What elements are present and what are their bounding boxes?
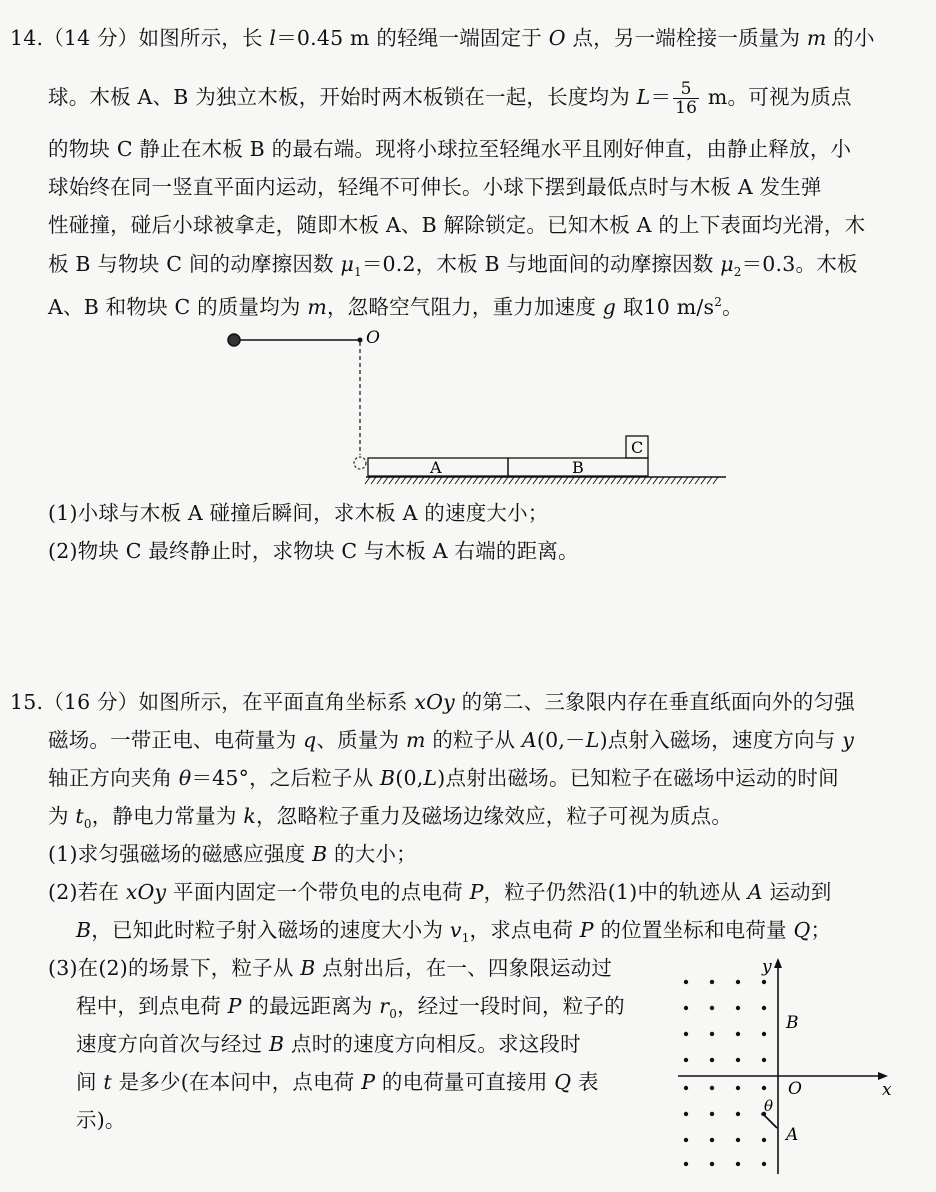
hatch-stroke: [497, 477, 502, 484]
hatch-stroke: [533, 477, 538, 484]
point-b-label: B: [786, 1013, 799, 1033]
hatch-stroke: [455, 477, 460, 484]
q14-line-2: 球。木板 A、B 为独立木板，开始时两木板锁在一起，长度均为 L＝ $\frac{5}{16}$ m。可视为质点: [48, 79, 852, 118]
hatch-stroke: [581, 477, 586, 484]
hatch-stroke: [671, 477, 676, 484]
hatch-stroke: [389, 477, 394, 484]
hatch-stroke: [503, 477, 508, 484]
q15-part-2-line-2: B，已知此时粒子射入磁场的速度大小为 $v_1$，求点电荷 P 的位置坐标和电荷量 Q；: [76, 918, 832, 946]
hatch-stroke: [593, 477, 598, 484]
field-dot: [736, 1058, 740, 1062]
hatch-stroke: [383, 477, 388, 484]
hatch-stroke: [659, 477, 664, 484]
hatch-stroke: [449, 477, 454, 484]
hatch-stroke: [641, 477, 646, 484]
hatch-stroke: [713, 477, 718, 484]
hatch-stroke: [539, 477, 544, 484]
field-dot: [762, 1006, 766, 1010]
hatch-stroke: [473, 477, 478, 484]
q15-part-3-line-1: (3)在(2)的场景下，粒子从 B 点射出后，在一、四象限运动过: [48, 956, 613, 980]
q15-line-1: 15.（16 分）如图所示，在平面直角坐标系 xOy 的第二、三象限内存在垂直纸面向外的匀强: [10, 690, 855, 714]
field-dot: [762, 1138, 766, 1142]
q15-part-1: (1)求匀强磁场的磁感应强度 B 的大小；: [48, 842, 417, 866]
field-dot: [736, 1086, 740, 1090]
board-b-label: B: [572, 458, 584, 477]
q14-line-1: 14.（14 分）如图所示，长 l＝0.45 m 的轻绳一端固定于 O 点，另一端栓接一质量为 m 的小: [10, 26, 875, 50]
y-axis-label: y: [762, 957, 772, 977]
q14-line-7: A、B 和物块 C 的质量均为 m，忽略空气阻力，重力加速度 g 取10 $m/s^2$。: [48, 294, 743, 319]
hatch-stroke: [653, 477, 658, 484]
field-dot: [684, 1112, 688, 1116]
field-dot: [762, 1086, 766, 1090]
hatch-stroke: [551, 477, 556, 484]
hatch-stroke: [467, 477, 472, 484]
pivot-label: O: [366, 328, 380, 348]
hatch-stroke: [623, 477, 628, 484]
hatch-stroke: [647, 477, 652, 484]
hatch-stroke: [419, 477, 424, 484]
field-dot: [710, 1162, 714, 1166]
hatch-stroke: [689, 477, 694, 484]
q15-line-4: 为 $t_0$，静电力常量为 k，忽略粒子重力及磁场边缘效应，粒子可视为质点。: [48, 804, 733, 832]
pivot-point: [358, 338, 363, 343]
field-dot: [736, 1138, 740, 1142]
q14-line-6: 板 B 与物块 C 间的动摩擦因数 $\mu_1=0.2$，木板 B 与地面间的动摩擦因数 $\mu_2=0.3$。木板: [48, 252, 858, 280]
origin-label: O: [788, 1079, 802, 1099]
q15-part-3-line-2: 程中，到点电荷 P 的最远距离为 $r_0$，经过一段时间，粒子的: [76, 994, 625, 1022]
hatch-stroke: [521, 477, 526, 484]
field-dot: [762, 980, 766, 984]
magnetic-field-dots: [684, 980, 766, 1166]
field-dot: [736, 980, 740, 984]
hatch-stroke: [509, 477, 514, 484]
hatch-stroke: [515, 477, 520, 484]
hatch-stroke: [707, 477, 712, 484]
hatch-stroke: [479, 477, 484, 484]
hatch-stroke: [683, 477, 688, 484]
hatch-stroke: [557, 477, 562, 484]
q14-line-4: 球始终在同一竖直平面内运动，轻绳不可伸长。小球下摆到最低点时与木板 A 发生弹: [48, 175, 822, 199]
hatch-stroke: [413, 477, 418, 484]
field-dot: [684, 1032, 688, 1036]
hatch-stroke: [377, 477, 382, 484]
field-dot: [736, 1006, 740, 1010]
q15-part-3-line-4: 间 t 是多少(在本问中，点电荷 P 的电荷量可直接用 Q 表: [76, 1070, 599, 1094]
hatch-stroke: [425, 477, 430, 484]
hatch-stroke: [443, 477, 448, 484]
field-dot: [710, 1058, 714, 1062]
field-dot: [710, 1138, 714, 1142]
hatch-stroke: [665, 477, 670, 484]
hatch-stroke: [695, 477, 700, 484]
point-a-label: A: [786, 1125, 799, 1145]
q15-part-2-line-1: (2)若在 xOy 平面内固定一个带负电的点电荷 P，粒子仍然沿(1)中的轨迹从 A 运动到: [48, 880, 832, 904]
field-dot: [762, 1162, 766, 1166]
field-dot: [684, 1162, 688, 1166]
hatch-stroke: [485, 477, 490, 484]
ball-lowest-position: [354, 457, 366, 469]
y-axis-arrow-icon: [774, 958, 782, 968]
field-dot: [736, 1162, 740, 1166]
field-dot: [684, 980, 688, 984]
velocity-at-a: [763, 1114, 777, 1128]
hatch-stroke: [677, 477, 682, 484]
field-dot: [684, 1086, 688, 1090]
x-axis-label: x: [882, 1080, 892, 1100]
hatch-stroke: [605, 477, 610, 484]
q15-line-3: 轴正方向夹角 θ＝45°，之后粒子从 B(0,L)点射出磁场。已知粒子在磁场中运动的时间: [48, 766, 839, 790]
hatch-stroke: [437, 477, 442, 484]
q14-part-1: (1)小球与木板 A 碰撞后瞬间，求木板 A 的速度大小；: [48, 501, 549, 525]
field-dot: [762, 1032, 766, 1036]
field-dot: [710, 1006, 714, 1010]
q14-line-5: 性碰撞，碰后小球被拿走，随即木板 A、B 解除锁定。已知木板 A 的上下表面均光滑，木: [48, 213, 866, 237]
pendulum-board-figure: [210, 322, 750, 492]
board-a-label: A: [430, 458, 442, 477]
field-dot: [736, 1112, 740, 1116]
field-dot: [710, 1032, 714, 1036]
hatch-stroke: [563, 477, 568, 484]
q15-line-2: 磁场。一带正电、电荷量为 q、质量为 m 的粒子从 A(0,－L)点射入磁场，速度方向与 y: [48, 728, 854, 752]
theta-label: θ: [764, 1097, 774, 1115]
block-c-label: C: [631, 438, 644, 457]
hatch-stroke: [527, 477, 532, 484]
field-dot: [710, 1112, 714, 1116]
q14-line-3: 的物块 C 静止在木板 B 的最右端。现将小球拉至轻绳水平且刚好伸直，由静止释放，小: [48, 137, 852, 161]
field-dot: [762, 1058, 766, 1062]
hatch-stroke: [545, 477, 550, 484]
q14-part-2: (2)物块 C 最终静止时，求物块 C 与木板 A 右端的距离。: [48, 539, 579, 563]
hatch-stroke: [491, 477, 496, 484]
hatch-stroke: [587, 477, 592, 484]
hatch-stroke: [569, 477, 574, 484]
hatch-stroke: [395, 477, 400, 484]
hatch-stroke: [461, 477, 466, 484]
hatch-stroke: [365, 477, 370, 484]
hatch-stroke: [431, 477, 436, 484]
hatch-stroke: [629, 477, 634, 484]
hatch-stroke: [611, 477, 616, 484]
field-dot: [736, 1032, 740, 1036]
magnetic-field-figure: [672, 952, 902, 1177]
q15-part-3-line-3: 速度方向首次与经过 B 点时的速度方向相反。求这段时: [76, 1032, 581, 1056]
hatch-stroke: [407, 477, 412, 484]
ball: [228, 334, 240, 346]
q15-part-3-line-5: 示)。: [76, 1108, 126, 1132]
fraction-5-16: $\frac{5}{16}$: [675, 79, 698, 118]
field-dot: [684, 1138, 688, 1142]
hatch-stroke: [599, 477, 604, 484]
field-dot: [684, 1006, 688, 1010]
field-dot: [710, 1086, 714, 1090]
hatch-stroke: [401, 477, 406, 484]
field-dot: [684, 1058, 688, 1062]
hatch-stroke: [701, 477, 706, 484]
hatch-stroke: [575, 477, 580, 484]
field-dot: [710, 980, 714, 984]
x-axis-arrow-icon: [878, 1072, 888, 1080]
hatch-stroke: [635, 477, 640, 484]
ground-hatch: [365, 477, 718, 484]
hatch-stroke: [371, 477, 376, 484]
hatch-stroke: [617, 477, 622, 484]
